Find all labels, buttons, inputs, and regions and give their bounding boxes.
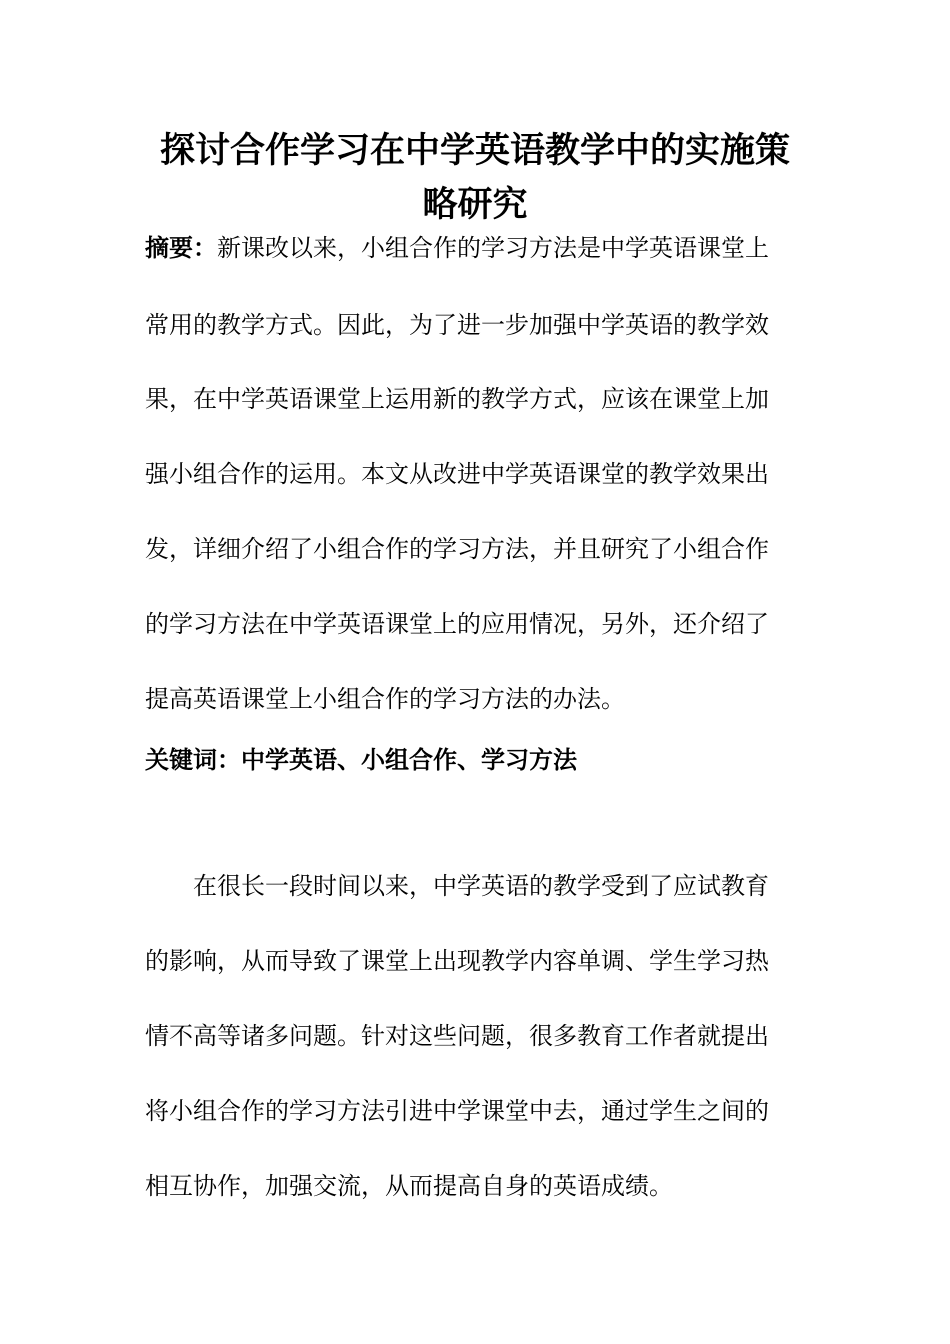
keywords-line <box>145 744 815 776</box>
keywords-label: 关键词： <box>145 745 241 774</box>
abstract-line-5: 发，详细介绍了小组合作的学习方法，并且研究了小组合作 <box>145 535 769 563</box>
body-line-2: 的影响，从而导致了课堂上出现教学内容单调、学生学习热 <box>145 947 769 975</box>
body-line-4: 将小组合作的学习方法引进中学课堂中去，通过学生之间的 <box>145 1097 769 1125</box>
title-line-2: 略研究 <box>422 184 528 225</box>
document-title <box>145 124 805 232</box>
abstract-line-4: 强小组合作的运用。本文从改进中学英语课堂的教学效果出 <box>145 460 769 488</box>
abstract-line-7: 提高英语课堂上小组合作的学习方法的办法。 <box>145 685 625 713</box>
keywords-text: 中学英语、小组合作、学习方法 <box>241 745 577 774</box>
abstract-label: 摘要： <box>145 233 217 262</box>
title-line-1: 探讨合作学习在中学英语教学中的实施策 <box>159 130 790 171</box>
abstract-line-1 <box>145 232 815 264</box>
body-line-1: 在很长一段时间以来，中学英语的教学受到了应试教育 <box>145 872 769 900</box>
abstract-line-6: 的学习方法在中学英语课堂上的应用情况，另外，还介绍了 <box>145 610 769 638</box>
abstract-line-3: 果，在中学英语课堂上运用新的教学方式，应该在课堂上加 <box>145 385 769 413</box>
abstract-text-1: 新课改以来，小组合作的学习方法是中学英语课堂上 <box>217 234 769 262</box>
abstract-line-2: 常用的教学方式。因此，为了进一步加强中学英语的教学效 <box>145 311 769 339</box>
body-line-5: 相互协作，加强交流，从而提高自身的英语成绩。 <box>145 1172 673 1200</box>
body-line-3: 情不高等诸多问题。针对这些问题，很多教育工作者就提出 <box>145 1022 769 1050</box>
